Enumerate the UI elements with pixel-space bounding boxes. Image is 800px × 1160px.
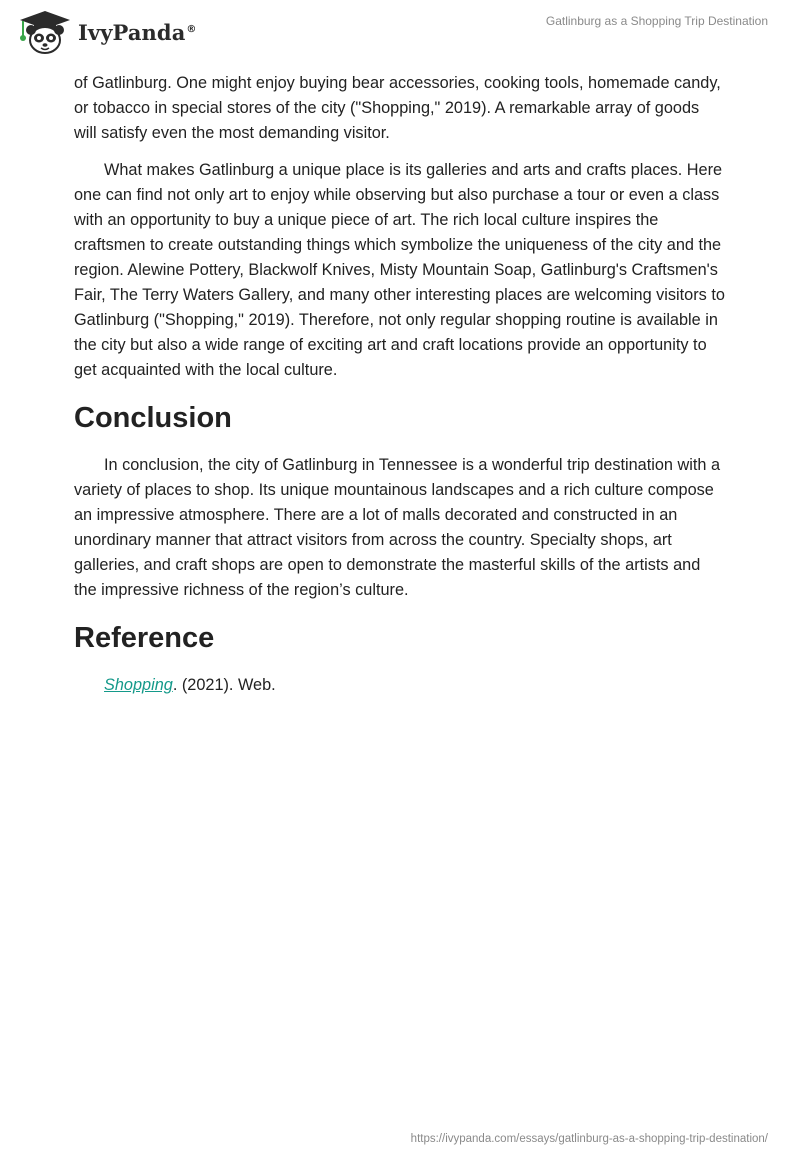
conclusion-heading: Conclusion	[74, 402, 232, 434]
registered-mark: ®	[186, 23, 197, 35]
paragraph-2: What makes Gatlinburg a unique place is its galleries and arts and crafts places. Here one can find not only art to enjoy while observing but also purchase a tour or even a class with an opportunity to buy a unique piece of art. The rich local culture inspires the craftsmen to create outstanding things which symbolize the uniqueness of the city and the region. Alewine Pottery, Blackwolf Knives, Misty Mountain Soap, Gatlinburg's Craftsmen's Fair, The Terry Waters Gallery, and many other interesting places are welcoming visitors to Gatlinburg ("Shopping," 2019). Therefore, not only regular shopping routine is available in the city but also a wide range of exciting art and craft locations provide an opportunity to get acquainted with the local culture.	[74, 161, 725, 379]
document-title: Gatlinburg as a Shopping Trip Destination	[545, 14, 768, 28]
brand-name: IvyPanda	[78, 19, 186, 45]
paragraph-1: of Gatlinburg. One might enjoy buying bear accessories, cooking tools, homemade candy, or tobacco in special stores of the city ("Shopping," 2019). A remarkable array of goods will satisfy even the most demanding visitor.	[74, 74, 721, 142]
reference-heading: Reference	[74, 622, 215, 654]
ivypanda-logo[interactable]	[14, 8, 197, 56]
reference-entry	[74, 673, 726, 698]
reference-details: . (2021). Web.	[172, 676, 276, 694]
essay-body	[74, 71, 726, 698]
page-header	[0, 0, 800, 64]
logo-wordmark	[78, 20, 197, 45]
panda-graduate-icon	[14, 8, 76, 56]
footer-url: https://ivypanda.com/essays/gatlinburg-as-a-shopping-trip-destination/	[410, 1133, 768, 1145]
reference-link[interactable]: Shopping	[104, 676, 173, 694]
conclusion-paragraph: In conclusion, the city of Gatlinburg in Tennessee is a wonderful trip destination with a variety of places to shop. Its unique mountainous landscapes and a rich culture compose an impressive atmosphere. There are a lot of malls decorated and constructed in an unordinary manner that attract visitors from across the country. Specialty shops, art galleries, and craft shops are open to demonstrate the masterful skills of the artists and the impressive richness of the region’s culture.	[74, 456, 721, 599]
